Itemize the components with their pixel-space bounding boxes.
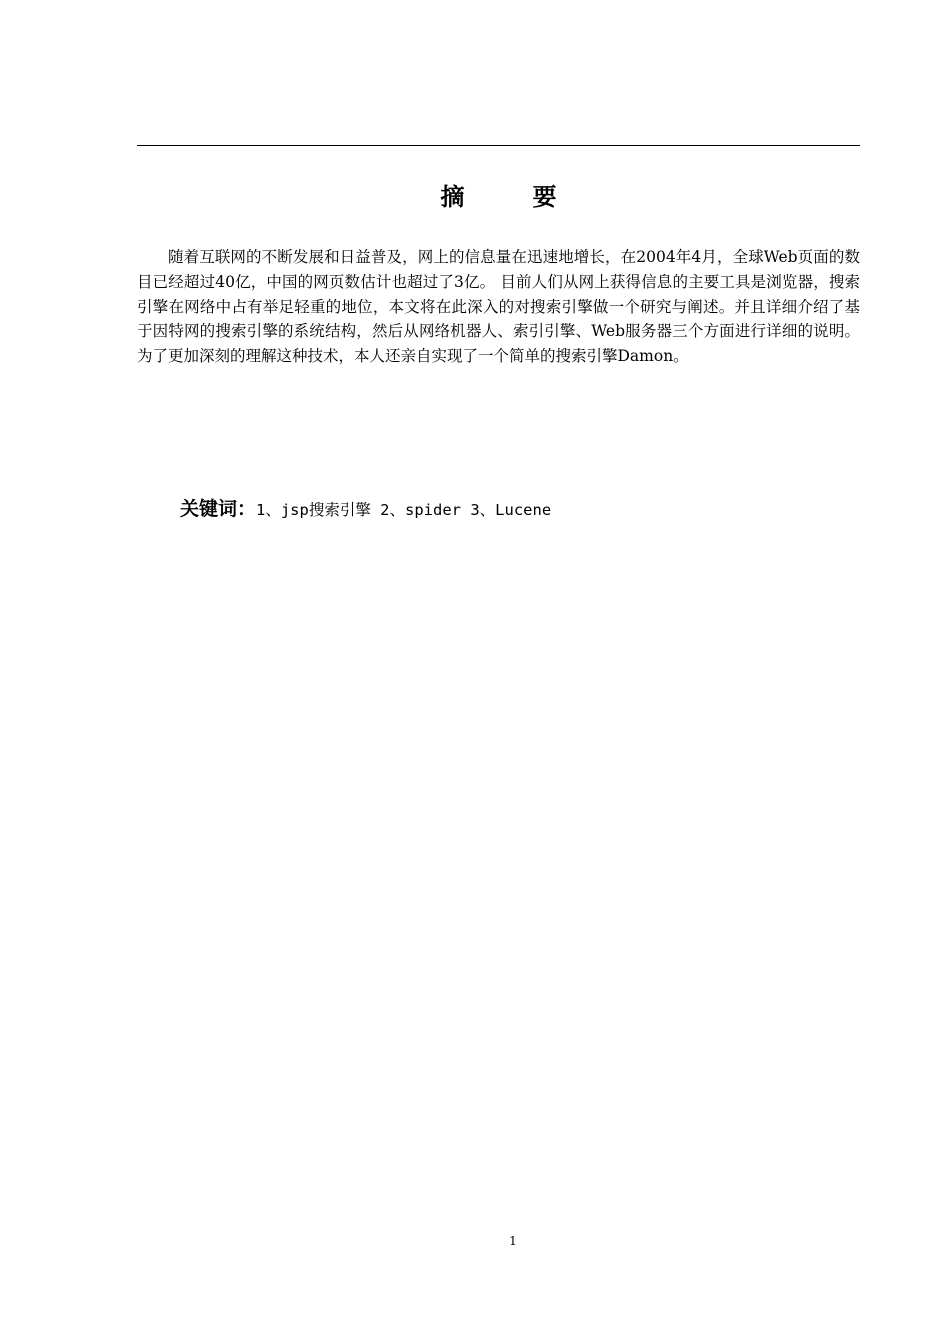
keywords-value: 1、jsp搜索引擎 2、spider 3、Lucene: [256, 501, 552, 519]
abstract-title-char-2: 要: [532, 183, 557, 211]
header-rule: [137, 145, 860, 146]
abstract-title-char-1: 摘: [440, 183, 465, 211]
page-number: 1: [509, 1234, 517, 1248]
abstract-title: [137, 178, 860, 216]
keywords-line: [180, 495, 860, 524]
abstract-body: 随着互联网的不断发展和日益普及，网上的信息量在迅速地增长，在2004年4月，全球Web页面的数目已经超过40亿，中国的网页数估计也超过了3亿。 目前人们从网上获得信息的主要工具是浏览器，搜索引擎在网络中占有举足轻重的地位，本文将在此深入的对搜索引擎做一个研究与阐述。并且详细介绍了基于因特网的搜索引擎的系统结构，然后从网络机器人、索引引擎、Web服务器三个方面进行详细的说明。为了更加深刻的理解这种技术，本人还亲自实现了一个简单的搜索引擎Damon。: [137, 248, 860, 366]
keywords-label: 关键词：: [180, 498, 257, 520]
